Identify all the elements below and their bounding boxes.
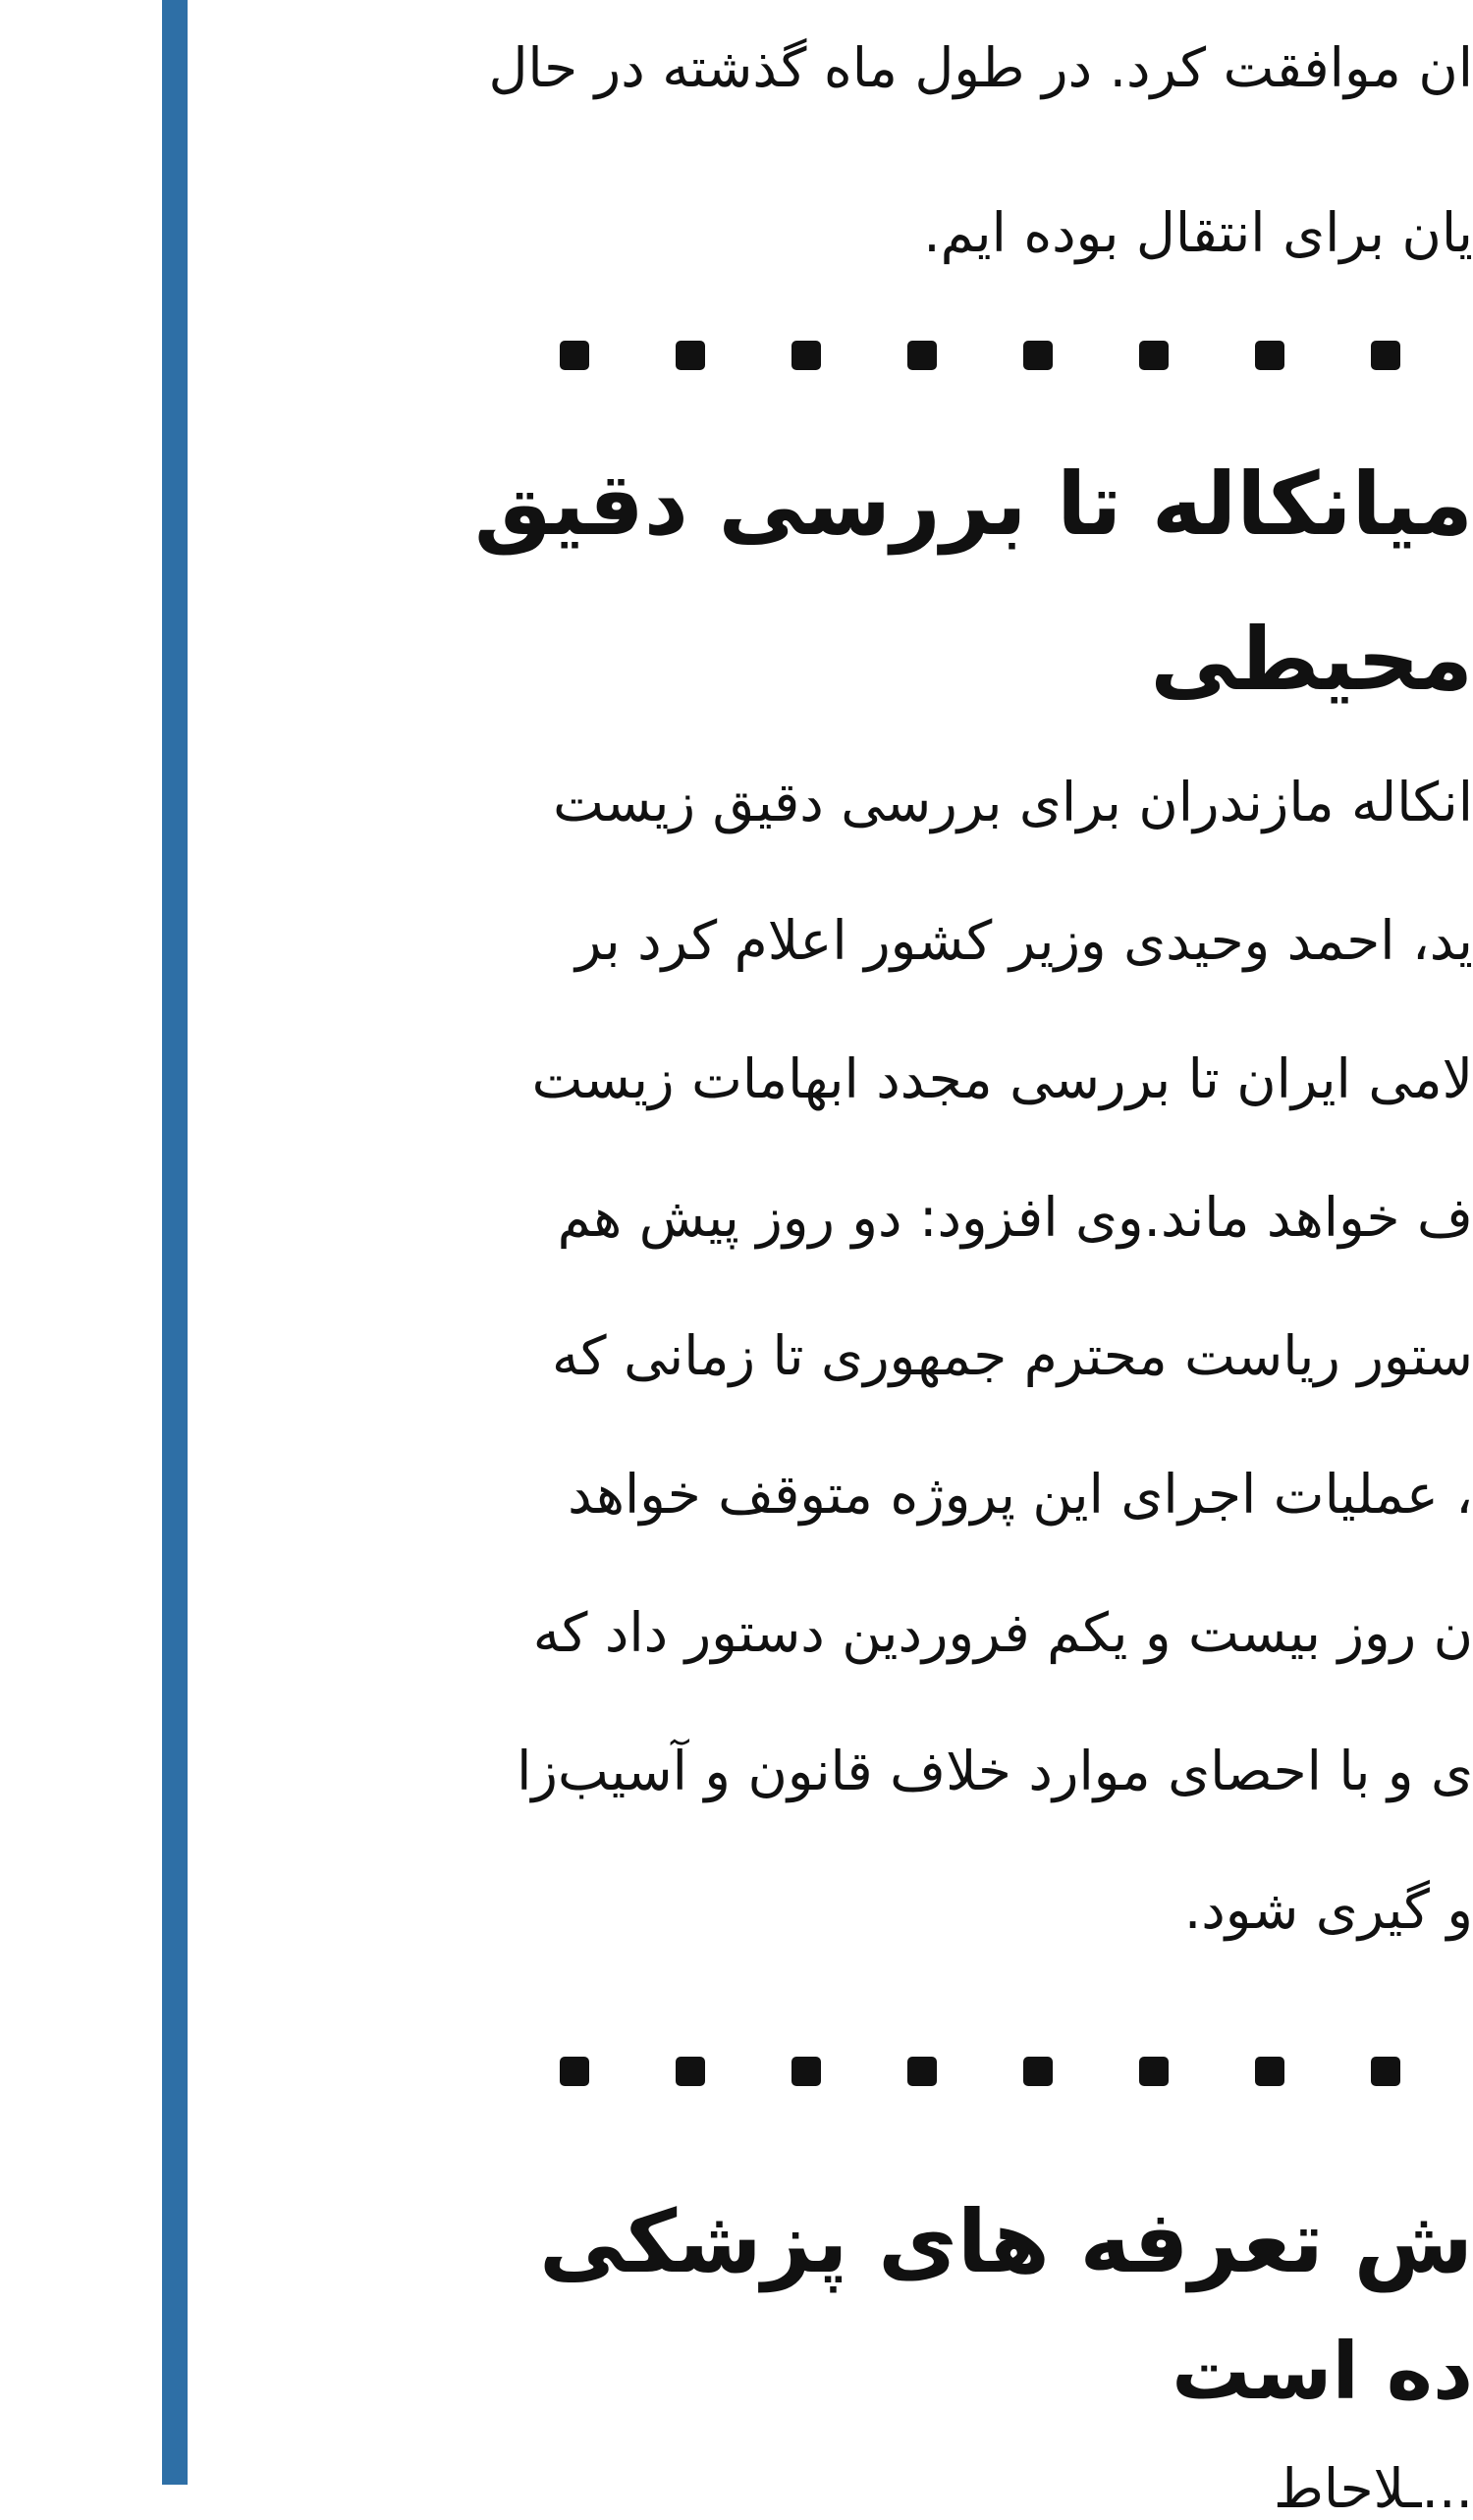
separator-dot — [791, 341, 821, 370]
separator-dot — [1255, 2057, 1284, 2086]
separator-dot — [1371, 341, 1400, 370]
separator-dot — [560, 341, 589, 370]
separator-dot — [1255, 341, 1284, 370]
dotted-separator — [550, 2055, 1473, 2088]
article-text-line: ی و با احصای موارد خلاف قانون و آسیب‌زا — [517, 1740, 1473, 1802]
separator-dot — [676, 2057, 705, 2086]
article-text-line-cut: ...ـلاحاط — [1273, 2457, 1473, 2520]
dotted-separator — [550, 339, 1473, 372]
article-text-line: ستور ریاست محترم جمهوری تا زمانی که — [551, 1324, 1473, 1387]
separator-dot — [1139, 341, 1169, 370]
separator-dot — [560, 2057, 589, 2086]
article-headline: میانکاله تا بررسی دقیق — [473, 454, 1473, 555]
article-text-line: انکاله مازندران برای بررسی دقیق زیست — [553, 771, 1473, 833]
separator-dot — [791, 2057, 821, 2086]
article-text-line: یان برای انتقال بوده ایم. — [923, 201, 1473, 264]
article-text-line: ید، احمد وحیدی وزیر کشور اعلام کرد بر — [575, 909, 1473, 972]
article-headline: ش تعرفه های پزشکی — [538, 2191, 1473, 2292]
separator-dot — [1139, 2057, 1169, 2086]
article-subheadline: ده است — [1172, 2326, 1473, 2417]
column-divider-rule — [162, 0, 188, 2485]
article-text-line: ف خواهد ماند.وی افزود: دو روز پیش هم — [557, 1186, 1473, 1249]
article-text-line: ان موافقت کرد. در طول ماه گذشته در حال — [488, 36, 1473, 99]
article-text-line: ، عملیات اجرای این پروژه متوقف خواهد — [568, 1463, 1473, 1526]
separator-dot — [1023, 341, 1053, 370]
separator-dot — [1023, 2057, 1053, 2086]
article-text-line: ن روز بیست و یکم فروردین دستور داد که — [532, 1601, 1473, 1664]
article-headline: محیطی — [1150, 609, 1473, 710]
article-text-line: لامی ایران تا بررسی مجدد ابهامات زیست — [531, 1047, 1473, 1110]
separator-dot — [676, 341, 705, 370]
separator-dot — [1371, 2057, 1400, 2086]
news-column — [241, 0, 1473, 2520]
separator-dot — [907, 341, 937, 370]
separator-dot — [907, 2057, 937, 2086]
article-text-line: و گیری شود. — [1183, 1878, 1473, 1941]
